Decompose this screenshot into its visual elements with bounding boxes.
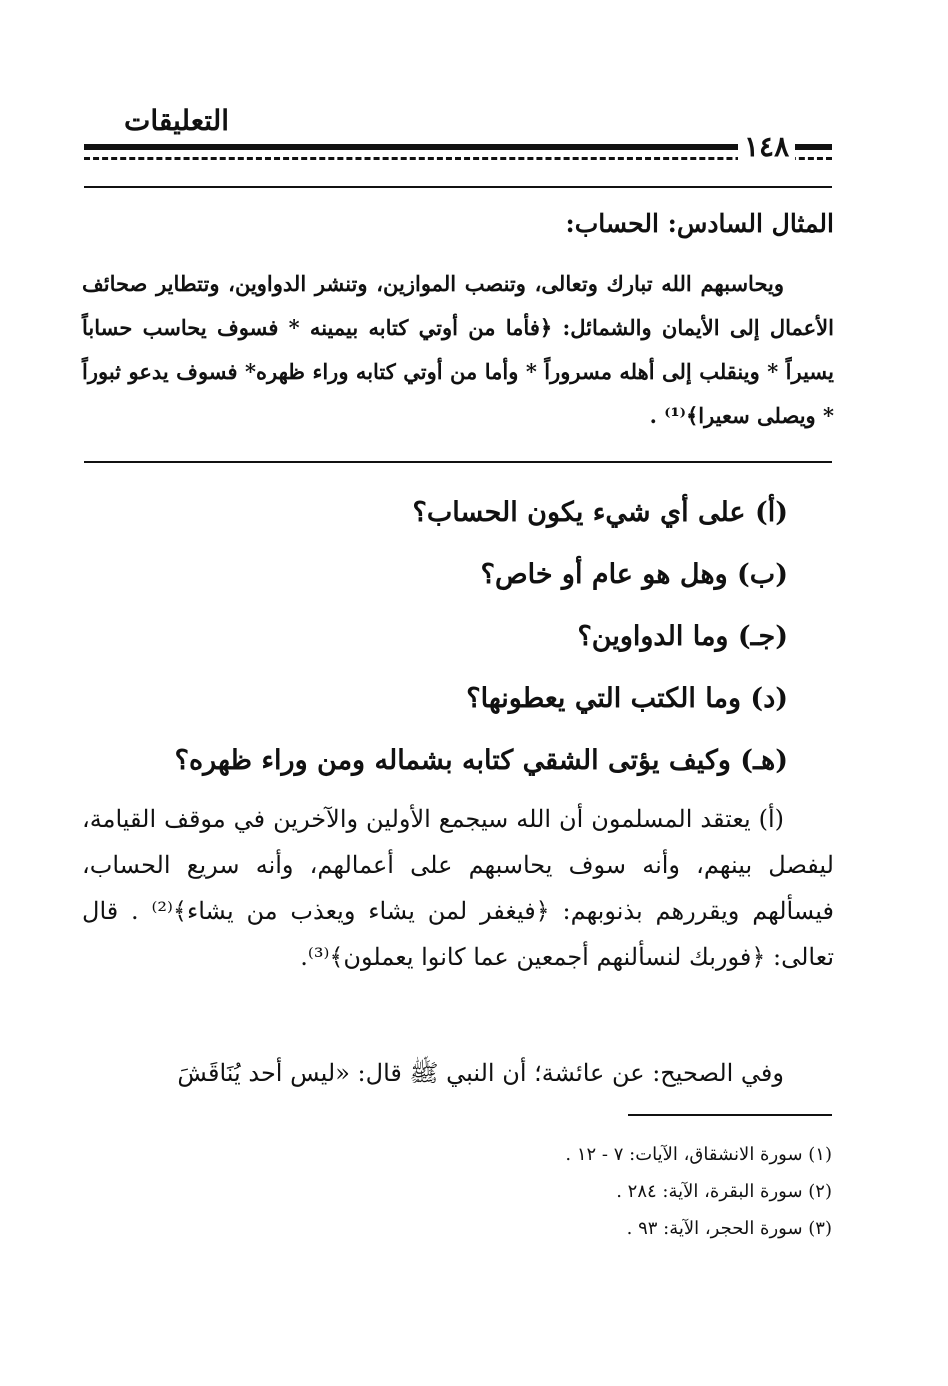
header-rule: [84, 144, 832, 150]
footnote-separator: [628, 1114, 832, 1116]
footnotes: [300, 1136, 832, 1247]
footnote-item: (٢) سورة البقرة، الآية: ٢٨٤ .: [616, 1181, 832, 1202]
hadith-paragraph-box: [82, 1050, 834, 1096]
header-dashed-rule: [84, 157, 832, 160]
answer-paragraph: (أ) يعتقد المسلمون أن الله سيجمع الأولين والآخرين في موقف القيامة، ليفصل بينهم، وأنه سوف يحاسبهم على أعمالهم، وأنه سريع الحساب، فيسألهم ويقررهم بذنوبهم: ﴿فيغفر لمن يشاء ويعذب من يشاء﴾⁽²⁾ . قال تعالى: ﴿فوربك لنسألنهم أجمعين عما كانوا يعملون﴾⁽³⁾.: [82, 805, 834, 971]
intro-paragraph-box: [82, 262, 834, 438]
intro-paragraph: ويحاسبهم الله تبارك وتعالى، وتنصب الموازين، وتنشر الدواوين، وتتطاير صحائف الأعمال إلى الأيمان والشمائل: ﴿فأما من أوتي كتابه بيمينه * فسوف يحاسب حساباً يسيراً * وينقلب إلى أهله مسروراً * وأما من أوتي كتابه وراء ظهره* فسوف يدعو ثبوراً * ويصلى سعيرا﴾⁽¹⁾ .: [82, 271, 834, 428]
question-item: (جـ) وما الدواوين؟: [577, 621, 788, 652]
section-top-rule: [84, 186, 832, 188]
question-item: (د) وما الكتب التي يعطونها؟: [466, 683, 788, 714]
footnote-item: (١) سورة الانشقاق، الآيات: ٧ - ١٢ .: [565, 1144, 832, 1165]
answer-paragraph-box: [82, 796, 834, 980]
section-divider: [84, 461, 832, 463]
questions-list: [82, 482, 788, 792]
footnote-item: (٣) سورة الحجر، الآية: ٩٣ .: [626, 1218, 832, 1239]
running-title: التعليقات: [124, 104, 230, 137]
hadith-paragraph: وفي الصحيح: عن عائشة؛ أن النبي ﷺ قال: «ليس أحد يُنَاقَشَ: [177, 1059, 784, 1087]
section-heading: المثال السادس: الحساب:: [565, 209, 834, 238]
page-number: ١٤٨: [738, 130, 795, 163]
question-item: (هـ) وكيف يؤتى الشقي كتابه بشماله ومن وراء ظهره؟: [174, 745, 788, 776]
question-item: (أ) على أي شيء يكون الحساب؟: [412, 497, 788, 528]
question-item: (ب) وهل هو عام أو خاص؟: [480, 559, 788, 590]
